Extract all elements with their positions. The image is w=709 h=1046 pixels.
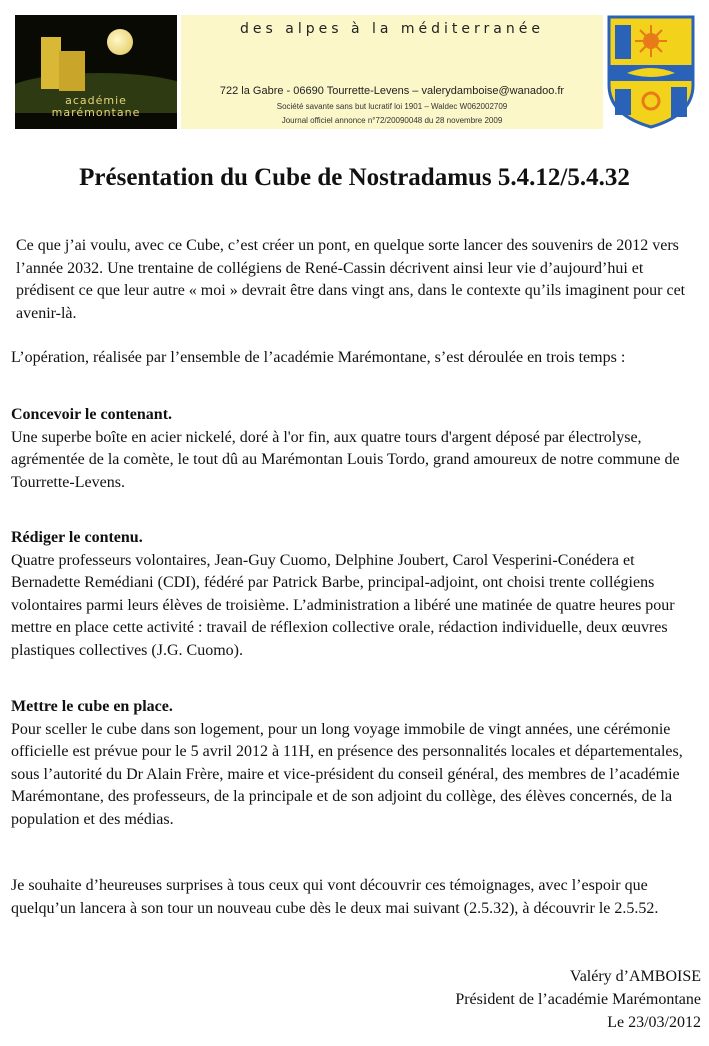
journal-info: Journal officiel annonce n°72/20090048 du 28 novembre 2009 <box>281 116 503 125</box>
association-info: Société savante sans but lucratif loi 1901 – Waldec W062002709 <box>276 102 508 111</box>
moon-icon <box>107 29 133 55</box>
closing-paragraph: Je souhaite d’heureuses surprises à tous ceux qui vont découvrir ces témoignages, avec l’espoir que quelqu’un lancera à son tour un nouveau cube dès le deux mai suivant (2.5.32), à découvrir le 2.5.52. <box>11 877 659 917</box>
page-title: Présentation du Cube de Nostradamus 5.4.12/5.4.32 <box>79 164 630 191</box>
motto: des alpes à la méditerranée <box>240 21 544 37</box>
logo-line2: marémontane <box>51 106 141 119</box>
section-content <box>11 527 701 662</box>
section-heading: Mettre le cube en place. <box>11 698 173 715</box>
header-banner <box>181 15 603 129</box>
logo-line1: académie <box>65 94 127 107</box>
coat-of-arms-icon <box>605 15 697 129</box>
section-text: Une superbe boîte en acier nickelé, doré à l'or fin, aux quatre tours d'argent déposé par électrolyse, agrémentée de la comète, le tout dû au Marémontan Louis Tordo, grand amoureux de notre commune de Tourrette-Levens. <box>11 428 680 491</box>
operation-paragraph: L’opération, réalisée par l’ensemble de l’académie Marémontane, s’est déroulée en trois temps : <box>11 349 626 366</box>
signature-name: Valéry d’AMBOISE <box>569 968 701 985</box>
section-container <box>11 404 701 494</box>
signature-role: Président de l’académie Marémontane <box>455 991 701 1008</box>
castle-keep-icon <box>59 51 85 91</box>
section-heading: Concevoir le contenant. <box>11 406 173 423</box>
address: 722 la Gabre - 06690 Tourrette-Levens – valerydamboise@wanadoo.fr <box>219 85 565 97</box>
logo-wordmark <box>15 95 177 119</box>
letterhead <box>15 15 697 129</box>
section-text: Pour sceller le cube dans son logement, pour un long voyage immobile de vingt années, une cérémonie officielle est prévue pour le 5 avril 2012 à 11H, en présence des personnalités locales et départementales, sous l’autorité du Dr Alain Frère, maire et vice-président du conseil général, des membres de l’académie Marémontane, des professeurs, de la principale et de son adjoint du collège, des élèves concernés, de la population et des médias. <box>11 720 683 828</box>
intro-paragraph: Ce que j’ai voulu, avec ce Cube, c’est créer un pont, en quelque sorte lancer des souvenirs de 2012 vers l’année 2032. Une trentaine de collégiens de René-Cassin décrivent ainsi leur vie d’aujourd’hui et prédisent ce que leur autre « moi » devrait être dans vingt ans, dans le contexte qu’ils imaginent pour cet avenir-là. <box>16 237 686 322</box>
section-heading: Rédiger le contenu. <box>11 529 143 546</box>
signature-date: Le 23/03/2012 <box>607 1014 701 1031</box>
signature-block <box>455 965 701 1034</box>
castle-tower-icon <box>41 37 61 89</box>
academy-logo <box>15 15 177 129</box>
section-placement <box>11 696 701 831</box>
section-text: Quatre professeurs volontaires, Jean-Guy Cuomo, Delphine Joubert, Carol Vesperini-Conédera et Bernadette Remédiani (CDI), fédéré par Patrick Barbe, principal-adjoint, ont choisi trente collégiens volontaires parmi leurs élèves de troisième. L’administration a libéré une matinée de quatre heures pour mettre en place cette activité : travail de réflexion collective orale, rédaction individuelle, deux œuvres plastiques collectives (J.G. Cuomo). <box>11 551 675 659</box>
